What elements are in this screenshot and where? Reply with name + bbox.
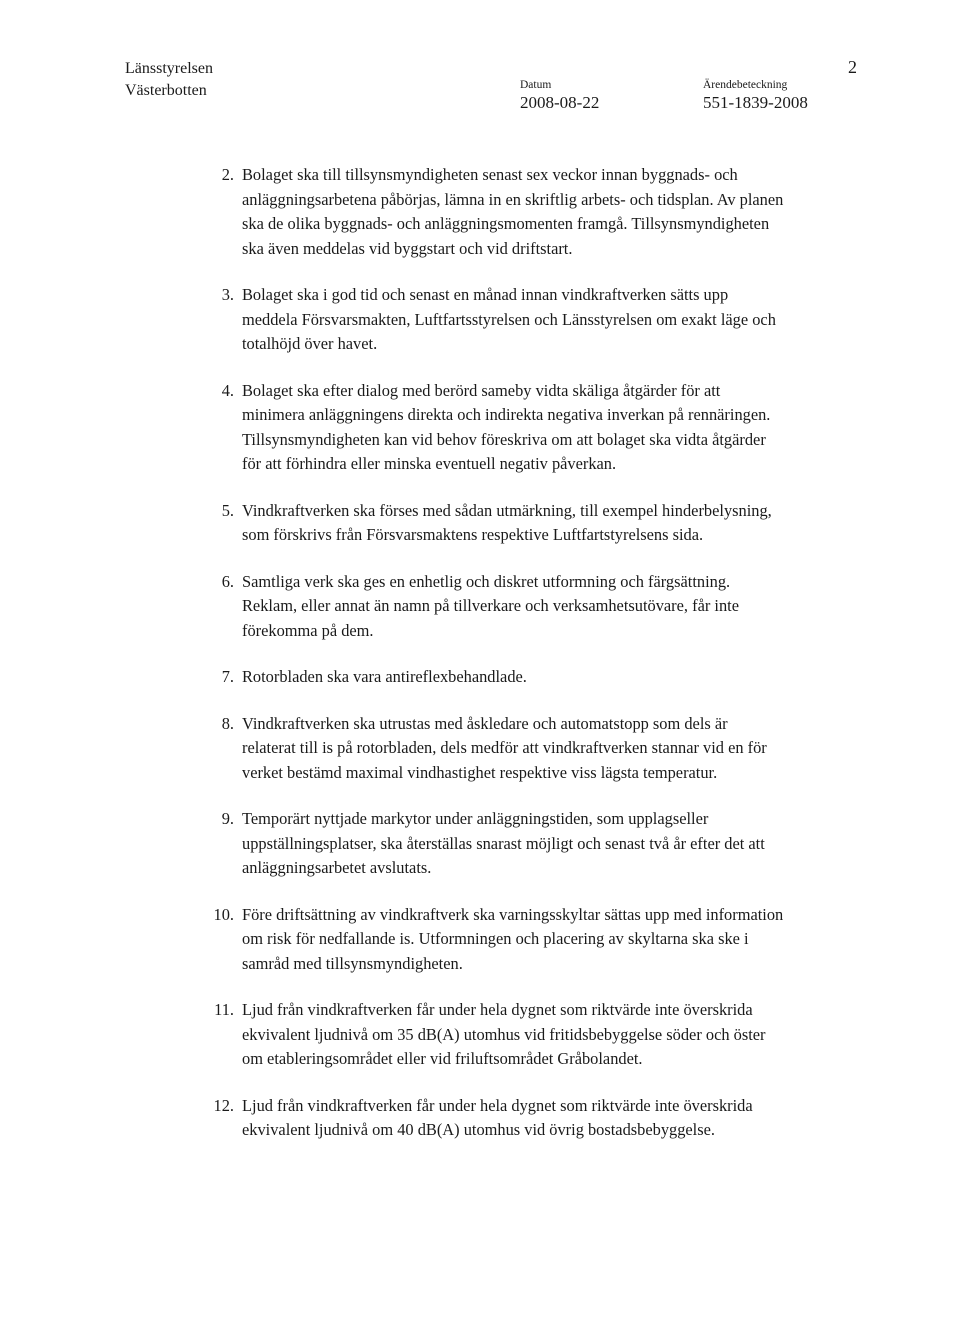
condition-number: 10.: [213, 904, 234, 924]
condition-text: Före driftsättning av vindkraftverk ska varningsskyltar sättas upp med information om risk för nedfallande is. Utformningen och placering av skyltarna ska ske i samråd med tillsynsmyndigheten.: [242, 904, 784, 973]
condition-text: Bolaget ska i god tid och senast en månad innan vindkraftverken sätts upp meddela Försvarsmakten, Luftfartsstyrelsen och Länsstyrelsen om exakt läge och totalhöjd över havet.: [242, 285, 776, 353]
date-block: [520, 78, 599, 114]
condition-number: 5.: [221, 500, 234, 520]
condition-item: [200, 665, 785, 690]
condition-text: Ljud från vindkraftverken får under hela dygnet som riktvärde inte överskrida ekvivalent ljudnivå om 40 dB(A) utomhus vid övrig bostadsbebyggelse.: [242, 1095, 753, 1139]
date-value: 2008-08-22: [520, 93, 600, 112]
case-number-label: Ärendebeteckning: [703, 79, 788, 91]
condition-number: 6.: [221, 571, 234, 591]
condition-text: Vindkraftverken ska utrustas med åskledare och automatstopp som dels är relaterat till is på rotorbladen, dels medför att vindkraftverken stannar vid en för verket bestämd maximal vindhastighet respektive viss lägsta temperatur.: [242, 713, 767, 782]
condition-number: 3.: [221, 285, 234, 304]
condition-item: [200, 570, 785, 644]
condition-number: 8.: [221, 713, 234, 733]
condition-item: [200, 379, 785, 477]
date-label: Datum: [520, 79, 552, 91]
condition-text: Temporärt nyttjade markytor under anläggningstiden, som upplagseller uppställningsplatser, ska återställas snarast möjligt och senast två år efter det att anläggningsarbetet avslutats.: [242, 809, 765, 877]
condition-text: Rotorbladen ska vara antireflexbehandlade.: [242, 667, 527, 686]
case-number-value: 551-1839-2008: [703, 93, 808, 112]
condition-item: [200, 712, 785, 786]
condition-number: 7.: [221, 667, 234, 686]
condition-number: 9.: [221, 809, 234, 828]
condition-text: Ljud från vindkraftverken får under hela dygnet som riktvärde inte överskrida ekvivalent ljudnivå om 35 dB(A) utomhus vid fritidsbebyggelse söder och öster om etableringsområdet eller vid friluftsområdet Gråbolandet.: [242, 1000, 766, 1068]
condition-item: [200, 499, 785, 548]
condition-item: [200, 283, 785, 357]
condition-text: Samtliga verk ska ges en enhetlig och diskret utformning och färgsättning. Reklam, eller annat än namn på tillverkare och verksamhetsutövare, får inte förekomma på dem.: [242, 571, 739, 640]
condition-item: [200, 1094, 785, 1143]
condition-item: [200, 807, 785, 881]
page-number: 2: [848, 57, 857, 77]
condition-number: 12.: [213, 1095, 234, 1115]
organization-name: [125, 58, 213, 102]
condition-number: 11.: [214, 1000, 234, 1019]
condition-item: [200, 163, 785, 261]
condition-text: Vindkraftverken ska förses med sådan utmärkning, till exempel hinderbelysning, som förskrivs från Försvarsmaktens respektive Luftfartstyrelsens sida.: [242, 500, 772, 544]
case-number-block: [703, 78, 808, 114]
condition-item: [200, 903, 785, 977]
condition-number: 4.: [221, 380, 234, 400]
organization-line-1: Länsstyrelsen: [125, 60, 213, 77]
condition-text: Bolaget ska efter dialog med berörd sameby vidta skäliga åtgärder för att minimera anläggningens direkta och indirekta negativa inverkan på rennäringen. Tillsynsmyndigheten kan vid behov föreskriva om att bolaget ska vidta åtgärder för att förhindra eller minska eventuell negativ påverkan.: [242, 380, 771, 473]
condition-item: [200, 998, 785, 1072]
conditions-list: [200, 163, 785, 1165]
organization-line-2: Västerbotten: [125, 82, 207, 99]
condition-text: Bolaget ska till tillsynsmyndigheten senast sex veckor innan byggnads- och anläggningsarbetena påbörjas, lämna in en skriftlig arbets- och tidsplan. Av planen ska de olika byggnads- och anläggningsmomenten framgå. Tillsynsmyndigheten ska även meddelas vid byggstart och vid driftstart.: [242, 165, 784, 258]
condition-number: 2.: [221, 165, 234, 184]
